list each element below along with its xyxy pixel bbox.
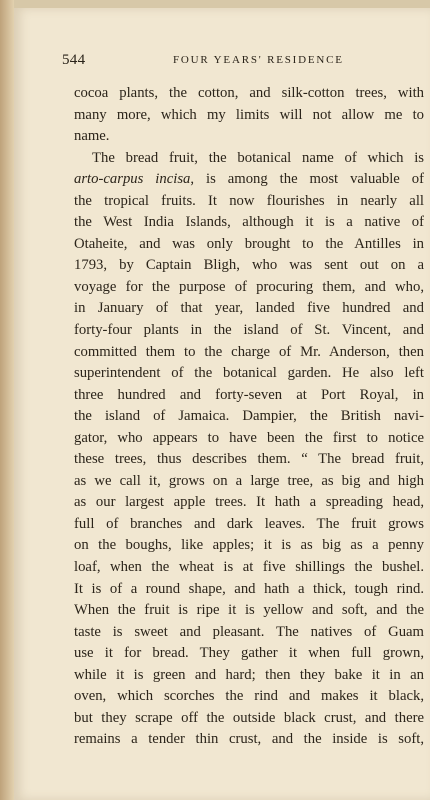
text-line-16: the island of Jamaica. Dampier, the British navi- [74, 408, 424, 425]
text-line-9: 1793, by Captain Bligh, who was sent out on a [74, 257, 424, 274]
text-line-25: When the fruit is ripe it is yellow and soft, and the [74, 602, 424, 619]
text-line-13: committed them to the charge of Mr. Anderson, then [74, 343, 424, 360]
running-title: FOUR YEARS' RESIDENCE [173, 54, 344, 66]
text-line-8: Otaheite, and was only brought to the Antilles in [74, 235, 424, 252]
text-line-7: the West India Islands, although it is a native of [74, 214, 424, 231]
text-line-11: in January of that year, landed five hundred and [74, 300, 424, 317]
text-line-5 [74, 169, 424, 191]
text-line-29: oven, which scorches the rind and makes it black, [74, 688, 424, 705]
text-line-2: many more, which my limits will not allow me to [74, 106, 424, 123]
text-line-26: taste is sweet and pleasant. The natives of Guam [74, 623, 424, 640]
text-line-14: superintendent of the botanical garden. He also left [74, 365, 424, 382]
botanical-name: arto-carpus incisa [74, 171, 191, 188]
text-line-28: while it is green and hard; then they bake it in an [74, 666, 424, 683]
text-line-22: on the boughs, like apples; it is as big as a penny [74, 537, 424, 554]
text-line-6: the tropical fruits. It now flourishes in nearly all [74, 192, 424, 209]
text-line-31: remains a tender thin crust, and the inside is soft, [74, 731, 424, 748]
page-edge-shadow [0, 0, 14, 800]
text-line-20: as our largest apple trees. It hath a spreading head, [74, 494, 424, 511]
body-text [74, 83, 424, 751]
text-line-19: as we call it, grows on a large tree, as big and high [74, 472, 424, 489]
text-line-3: name. [74, 128, 110, 145]
text-line-21: full of branches and dark leaves. The fruit grows [74, 515, 424, 532]
text-line-12: forty-four plants in the island of St. Vincent, and [74, 322, 424, 339]
page-header [62, 52, 422, 72]
text-line-24: It is of a round shape, and hath a thick, tough rind. [74, 580, 424, 597]
text-line-15: three hundred and forty-seven at Port Royal, in [74, 386, 424, 403]
text-line-17: gator, who appears to have been the first to notice [74, 429, 424, 446]
text-line-10: voyage for the purpose of procuring them, and who, [74, 278, 424, 295]
text-line-27: use it for bread. They gather it when full grown, [74, 645, 424, 662]
text-line-30: but they scrape off the outside black crust, and there [74, 709, 424, 726]
page-number: 544 [62, 52, 86, 68]
text-line-5-rest: , is among the most valuable of [190, 171, 424, 188]
text-line-23: loaf, when the wheat is at five shillings the bushel. [74, 559, 424, 576]
text-line-1: cocoa plants, the cotton, and silk-cotton trees, with [74, 85, 424, 101]
text-line-4: The bread fruit, the botanical name of which is [92, 149, 424, 166]
text-line-18: these trees, thus describes them. “ The bread fruit, [74, 451, 424, 468]
